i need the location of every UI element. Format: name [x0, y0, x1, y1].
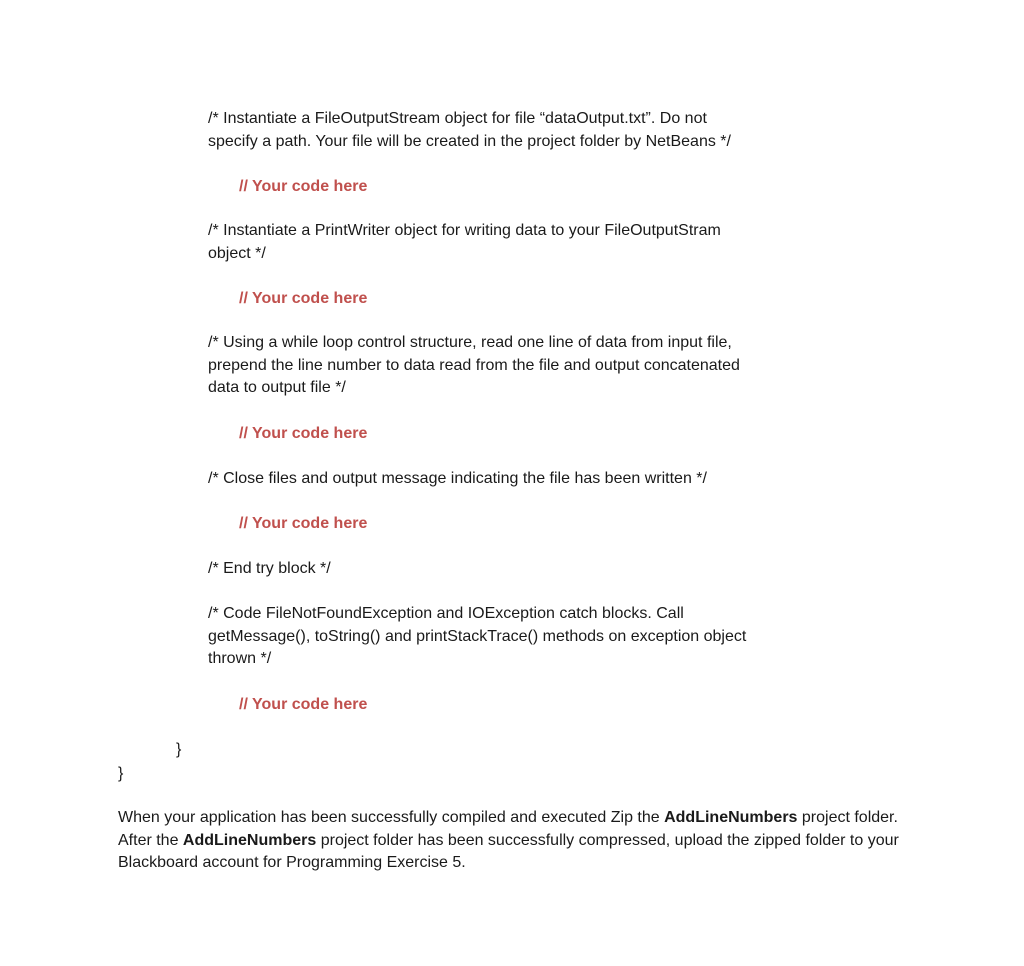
comment-end-try	[208, 558, 331, 581]
todo-placeholder: // Your code here	[239, 290, 368, 307]
comment-line: /* Using a while loop control structure, read one line of data from input file,	[208, 334, 732, 351]
inner-closing-brace: }	[176, 741, 182, 758]
project-name: AddLineNumbers	[182, 831, 317, 849]
comment-line: thrown */	[208, 650, 272, 667]
comment-line: object */	[208, 244, 266, 262]
submission-instructions	[118, 807, 918, 875]
comment-line: /* Instantiate a PrintWriter object for writing data to your FileOutputStram	[208, 222, 721, 239]
comment-instantiate-fileoutputstream	[208, 108, 731, 153]
instructions-text: project folder has been successfully compressed, upload the zipped folder to your Blackboard account for Programming Exercise 5.	[118, 831, 899, 871]
comment-while-loop	[208, 332, 740, 400]
todo-placeholder: // Your code here	[239, 178, 368, 195]
todo-placeholder: // Your code here	[239, 515, 368, 532]
comment-instantiate-printwriter	[208, 220, 721, 265]
comment-catch-blocks	[208, 603, 746, 671]
comment-close-files	[208, 468, 707, 491]
comment-line: getMessage(), toString() and printStackTrace() methods on exception object	[208, 627, 747, 645]
comment-line: prepend the line number to data read from the file and output concatenated	[208, 356, 740, 374]
comment-line: /* Code FileNotFoundException and IOException catch blocks. Call	[208, 605, 684, 622]
comment-line: /* Instantiate a FileOutputStream object for file “dataOutput.txt”. Do not	[208, 110, 707, 127]
comment-line: data to output file */	[208, 379, 346, 396]
instructions-text: When your application has been successfully compiled and executed Zip the	[118, 809, 665, 826]
todo-placeholder: // Your code here	[239, 696, 368, 713]
todo-placeholder: // Your code here	[239, 425, 368, 442]
comment-line: specify a path. Your file will be created in the project folder by NetBeans */	[208, 132, 731, 150]
outer-closing-brace: }	[118, 765, 124, 782]
instructions-text: project folder. After the	[118, 809, 898, 849]
comment-line: /* End try block */	[208, 560, 331, 577]
comment-line: /* Close files and output message indicating the file has been written */	[208, 470, 707, 487]
project-name: AddLineNumbers	[664, 809, 798, 826]
